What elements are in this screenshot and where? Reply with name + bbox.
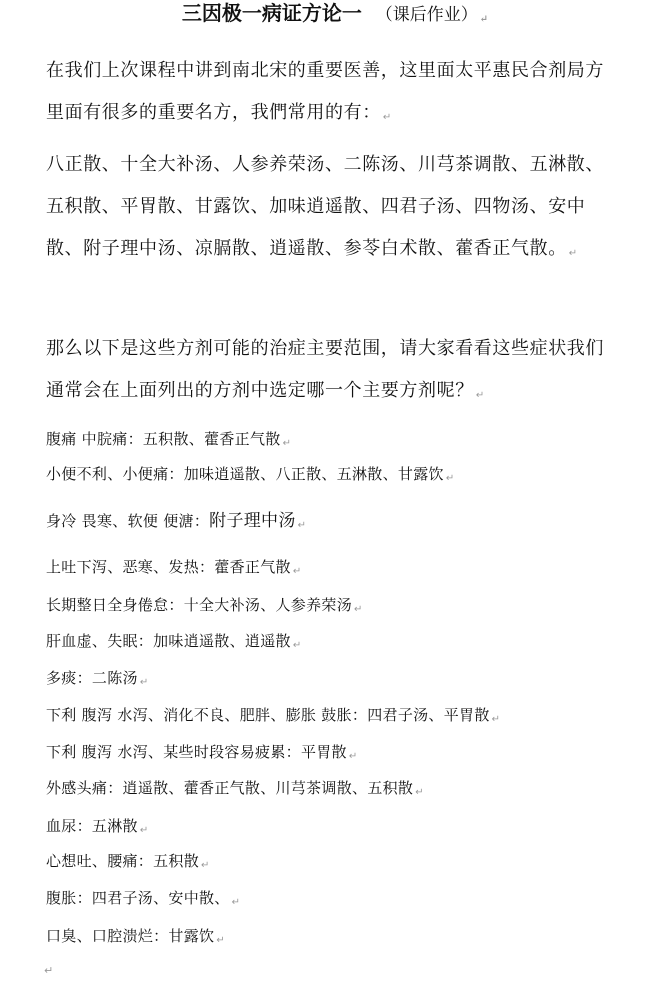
paragraph-mark-icon: ↵	[491, 714, 501, 725]
question-paragraph	[46, 328, 606, 417]
paragraph-mark-icon: ↵	[348, 751, 358, 762]
symptom-text: 腹胀：	[46, 889, 92, 907]
paragraph-mark-icon: ↵	[201, 860, 210, 871]
paragraph-mark-icon: ↵	[568, 248, 578, 259]
paragraph-mark-icon: ↵	[44, 964, 54, 977]
list-item	[46, 925, 225, 952]
formula-text: 五淋散	[91, 817, 138, 835]
symptom-text: 外感头痛：	[46, 779, 123, 797]
formula-text: 甘露饮	[168, 927, 215, 945]
paragraph-mark-icon: ↵	[292, 640, 302, 651]
symptom-text: 腹痛 中脘痛：	[46, 430, 143, 448]
paragraph-mark-icon: ↵	[282, 438, 292, 449]
symptom-text: 下利 腹泻 水泻、某些时段容易疲累：	[46, 743, 301, 761]
formula-text: 二陈汤	[91, 669, 138, 687]
formula-list-text: 八正散、十全大补汤、人参养荣汤、二陈汤、川芎茶调散、五淋散、五积散、平胃散、甘露饮、加味逍遥散、四君子汤、四物汤、安中散、附子理中汤、凉膈散、逍遥散、参苓白术散、藿香正气散。	[46, 154, 604, 259]
formula-text: 十全大补汤、人参养荣汤	[183, 596, 353, 614]
list-item	[46, 667, 149, 694]
question-text: 那么以下是这些方剂可能的治症主要范围，请大家看看这些症状我们通常会在上面列出的方剂中选定哪一个主要方剂呢？	[46, 338, 604, 401]
paragraph-mark-icon: ↵	[445, 473, 455, 484]
intro-paragraph	[46, 50, 606, 139]
symptom-text: 肝血虚、失眠：	[46, 632, 154, 650]
formula-text: 逍遥散、藿香正气散、川芎茶调散、五积散	[122, 779, 414, 797]
title-spacer	[362, 1, 376, 25]
list-item	[46, 777, 424, 804]
paragraph-mark-icon: ↵	[415, 787, 424, 798]
paragraph-mark-icon: ↵	[382, 112, 392, 123]
list-item	[46, 630, 302, 657]
symptom-text: 口臭、口腔溃烂：	[46, 927, 169, 945]
formula-text: 五积散	[153, 852, 200, 870]
document-title	[0, 0, 670, 30]
formula-text: 附子理中汤	[209, 511, 296, 531]
paragraph-mark-icon: ↵	[292, 566, 302, 577]
paragraph-mark-icon: ↵	[297, 520, 307, 531]
symptom-text: 心想吐、腰痛：	[46, 852, 154, 870]
list-item	[46, 463, 455, 490]
formula-text: 加味逍遥散、逍遥散	[153, 632, 291, 650]
paragraph-mark-icon: ↵	[354, 604, 363, 615]
intro-text: 在我们上次课程中讲到南北宋的重要医善，这里面太平惠民合剂局方里面有很多的重要名方，我們常用的有：	[46, 60, 604, 123]
paragraph-mark-icon: ↵	[479, 14, 489, 25]
symptom-text: 下利 腹泻 水泻、消化不良、肥胖、膨胀 鼓胀：	[46, 706, 368, 724]
formula-text: 四君子汤、安中散、	[91, 889, 230, 907]
formula-text: 四君子汤、平胃散	[367, 706, 490, 724]
formula-list-paragraph	[46, 144, 606, 275]
formula-text: 加味逍遥散、八正散、五淋散、甘露饮	[183, 465, 444, 483]
list-item	[46, 850, 210, 877]
list-item	[46, 741, 358, 768]
paragraph-mark-icon: ↵	[139, 825, 149, 836]
list-item	[46, 556, 302, 583]
formula-text: 五积散、藿香正气散	[142, 430, 281, 448]
symptom-text: 身冷 畏寒、软便 便溏：	[46, 512, 210, 530]
formula-text: 平胃散	[300, 743, 347, 761]
formula-text: 藿香正气散	[214, 558, 291, 576]
list-item	[46, 510, 306, 537]
symptom-text: 长期整日全身倦怠：	[46, 596, 184, 614]
paragraph-mark-icon: ↵	[216, 935, 225, 946]
list-item	[46, 428, 291, 455]
symptom-text: 上吐下泻、恶寒、发热：	[46, 558, 215, 576]
list-item	[46, 887, 240, 914]
list-item	[46, 815, 149, 842]
title-main: 三因极一病证方论一	[181, 1, 362, 25]
list-item	[46, 594, 363, 621]
symptom-text: 血尿：	[46, 817, 92, 835]
paragraph-mark-icon: ↵	[139, 677, 149, 688]
paragraph-mark-icon: ↵	[475, 390, 485, 401]
list-item	[46, 704, 500, 731]
symptom-text: 小便不利、小便痛：	[46, 465, 184, 483]
symptom-text: 多痰：	[46, 669, 92, 687]
paragraph-mark-icon: ↵	[231, 897, 241, 908]
title-subtitle: （课后作业）	[375, 5, 478, 25]
